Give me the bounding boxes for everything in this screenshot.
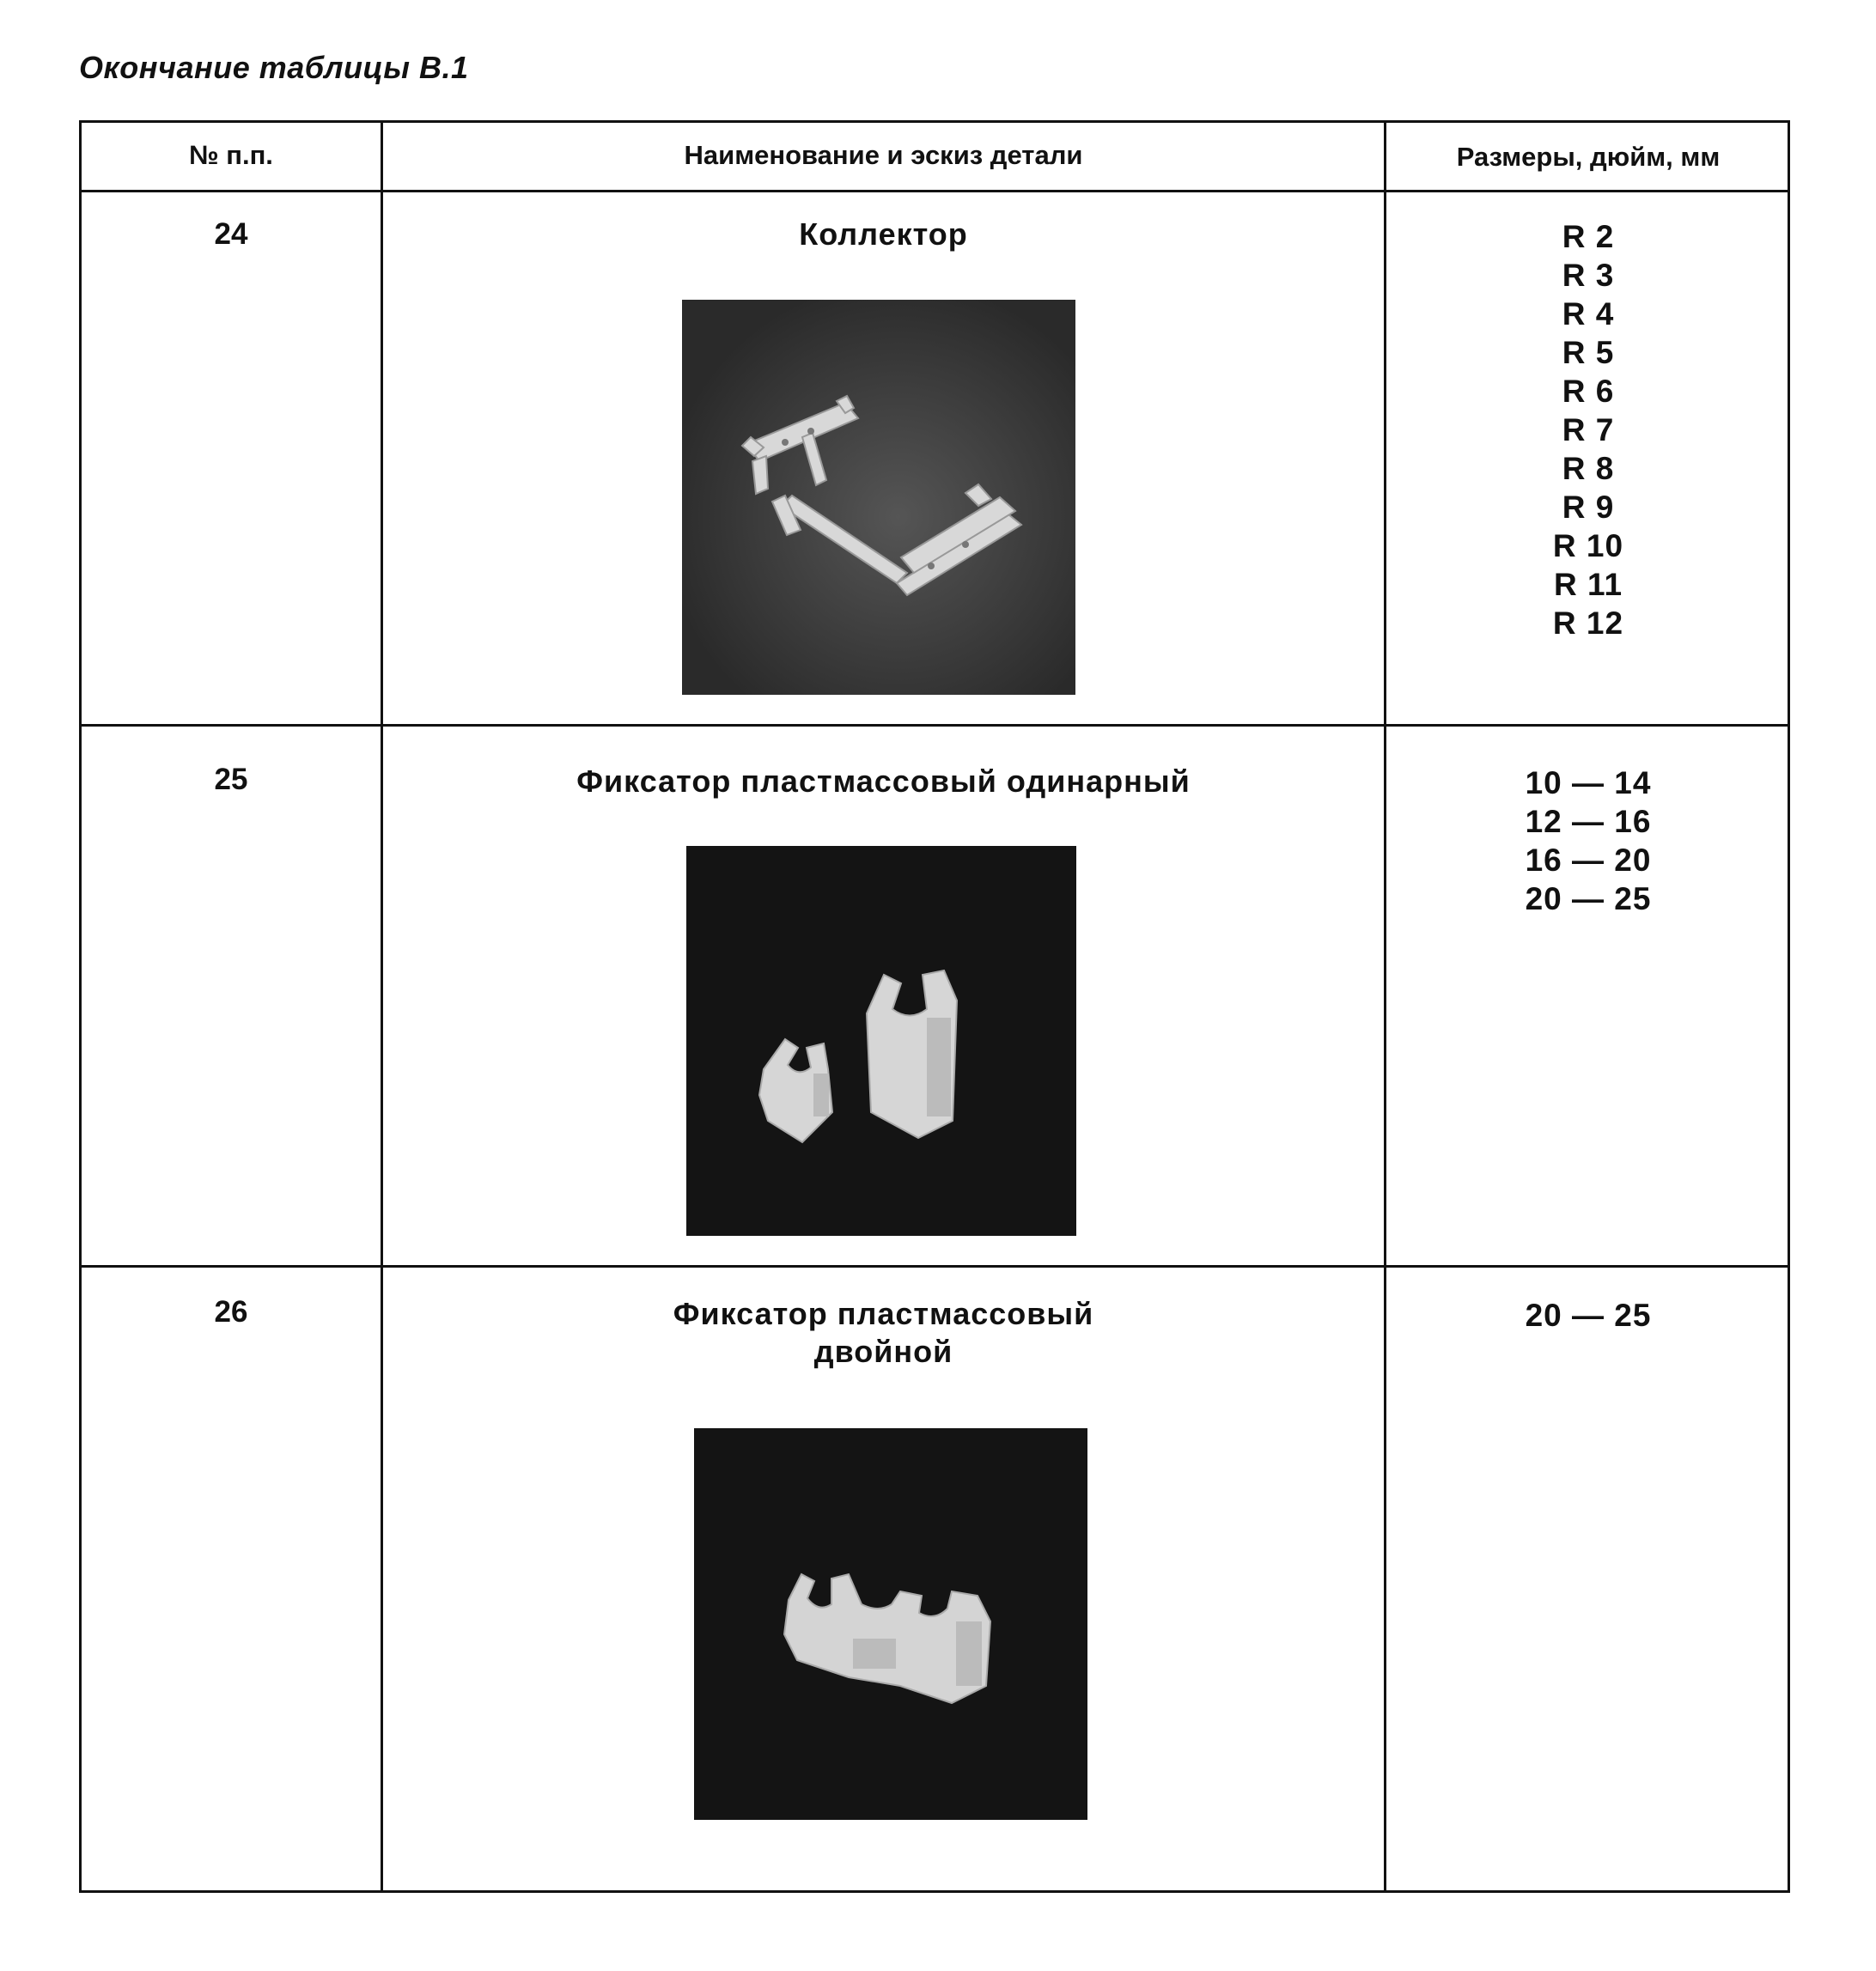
row-number: 24 [214,217,248,251]
part-name [383,763,1384,800]
size-value: R 4 [1562,296,1615,332]
size-value: 10 — 14 [1525,765,1652,800]
double-clip-icon [694,1428,1087,1820]
collector-icon [682,300,1075,695]
size-value: 12 — 16 [1525,804,1652,839]
row-divider [82,190,1788,192]
part-name-line: Коллектор [799,216,968,252]
part-name-line: Фиксатор пластмассовый одинарный [576,763,1191,799]
sizes-list [1386,217,1790,642]
row-number: 26 [214,1295,248,1329]
size-value: R 12 [1552,605,1624,641]
collector-photo [682,300,1075,695]
size-value: R 9 [1562,490,1615,525]
header-name: Наименование и эскиз детали [684,140,1083,170]
size-value: R 8 [1562,451,1615,486]
size-value: R 3 [1562,258,1615,293]
row-number: 25 [214,763,248,796]
row-divider [82,724,1788,727]
sizes-list [1386,1296,1790,1335]
single-clip-photo [686,846,1076,1236]
double-clip-photo [694,1428,1087,1820]
size-value: 16 — 20 [1525,843,1652,878]
table-caption: Окончание таблицы В.1 [79,50,469,85]
header-number: № п.п. [189,140,273,170]
part-name [383,216,1384,253]
part-name-line: двойной [813,1334,953,1369]
size-value: 20 — 25 [1525,881,1652,916]
size-value: R 10 [1552,528,1624,563]
sizes-list [1386,763,1790,918]
column-divider [381,123,383,1890]
size-value: R 11 [1553,567,1623,602]
part-name-line: Фиксатор пластмассовый [673,1296,1094,1331]
size-value: R 7 [1562,412,1615,447]
size-value: 20 — 25 [1525,1298,1652,1333]
row-divider [82,1265,1788,1268]
size-value: R 5 [1562,335,1615,370]
size-value: R 2 [1562,219,1615,254]
size-value: R 6 [1562,374,1615,409]
parts-table [79,120,1790,1893]
single-clip-icon [686,846,1076,1236]
part-name [383,1295,1384,1371]
header-sizes: Размеры, дюйм, мм [1456,142,1721,172]
